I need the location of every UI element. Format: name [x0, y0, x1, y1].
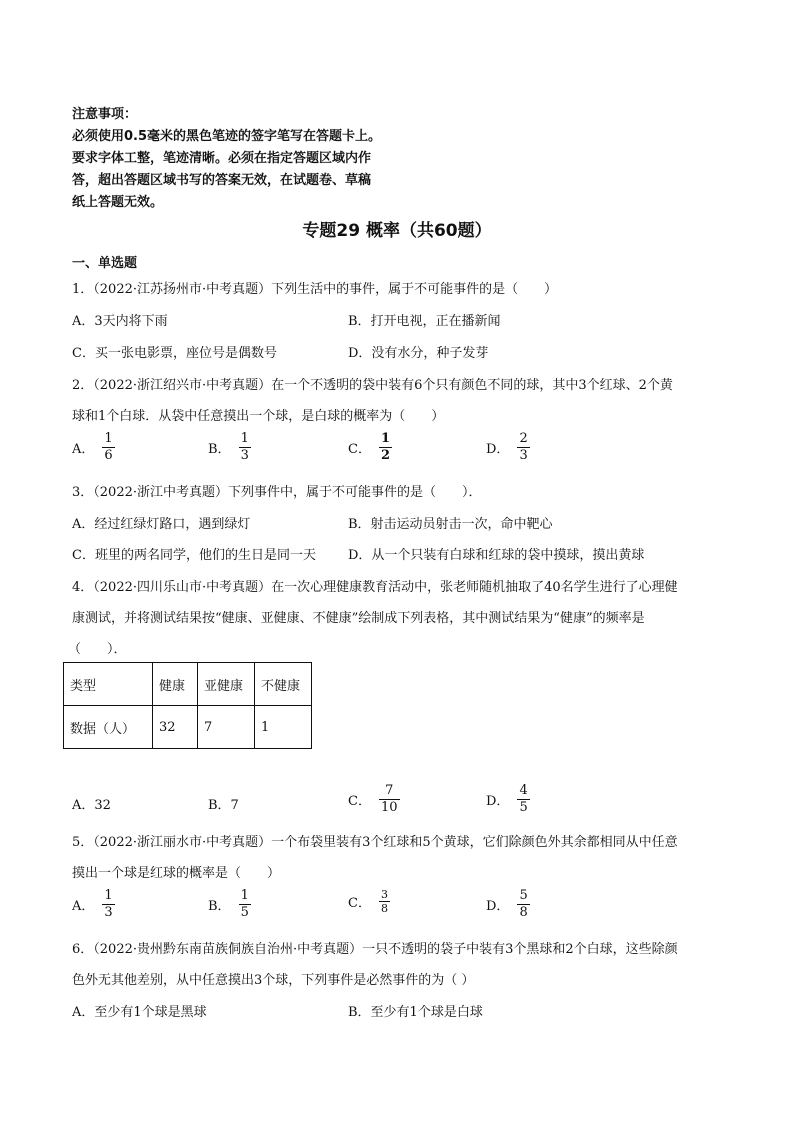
table-header-row	[64, 663, 312, 706]
q3-option-c: C．班里的两名同学，他们的生日是同一天	[72, 548, 316, 563]
q5-stem-line2: 摸出一个球是红球的概率是（ ）	[72, 866, 281, 881]
q2-stem-line1: 2．（2022·浙江绍兴市·中考真题）在一个不透明的袋中装有6个只有颜色不同的球，其中3个红球、2个黄	[72, 378, 673, 393]
q4-option-b: B．7	[208, 798, 239, 813]
fraction: $\frac{4}{5}$	[519, 783, 528, 815]
q4-data-table	[63, 662, 312, 749]
notice-line: 答，超出答题区域书写的答案无效，在试题卷、草稿	[72, 173, 372, 188]
q4-option-c	[348, 783, 400, 816]
table-cell: 32	[153, 706, 198, 749]
table-row	[64, 706, 312, 749]
fraction: $\frac{2}{3}$	[519, 431, 528, 463]
q4-stem-line1: 4．（2022·四川乐山市·中考真题）在一次心理健康教育活动中，张老师随机抽取了40名学生进行了心理健	[72, 580, 678, 595]
option-label: D．	[486, 899, 510, 914]
fraction: $\frac{1}{3}$	[104, 888, 113, 920]
table-cell: 不健康	[255, 663, 312, 706]
fraction: $\frac{1}{3}$	[240, 431, 249, 463]
q3-stem: 3．（2022·浙江中考真题）下列事件中，属于不可能事件的是（ ）．	[72, 485, 482, 500]
table-cell: 亚健康	[198, 663, 255, 706]
q2-option-d	[486, 431, 530, 464]
q5-stem-line1: 5．（2022·浙江丽水市·中考真题）一个布袋里装有3个红球和5个黄球，它们除颜色外其余都相同从中任意	[72, 835, 678, 850]
fraction: $\frac{5}{8}$	[519, 888, 528, 920]
q4-option-d	[486, 783, 530, 816]
option-label: A．	[72, 899, 95, 914]
table-cell: 数据（人）	[64, 706, 153, 749]
option-label: A．	[72, 442, 95, 457]
q4-option-a: A．32	[72, 798, 111, 813]
q4-stem-line2: 康测试，并将测试结果按“健康、亚健康、不健康”绘制成下列表格，其中测试结果为“健康”的频率是	[72, 611, 645, 626]
notice-heading: 注意事项：	[72, 107, 138, 122]
q4-stem-line3: （ ）．	[68, 642, 127, 657]
option-label: C．	[348, 794, 371, 809]
q2-stem-line2: 球和1个白球．从袋中任意摸出一个球，是白球的概率为（ ）	[72, 409, 445, 424]
fraction: $\frac{7}{10}$	[380, 783, 398, 815]
table-cell: 健康	[153, 663, 198, 706]
fraction: $\frac{1}{2}$	[380, 431, 390, 463]
q3-option-b: B．射击运动员射击一次，命中靶心	[348, 517, 553, 532]
q3-option-d: D．从一个只装有白球和红球的袋中摸球，摸出黄球	[348, 548, 645, 563]
notice-line: 要求字体工整，笔迹清晰。必须在指定答题区域内作	[72, 151, 372, 166]
q1-option-c: C．买一张电影票，座位号是偶数号	[72, 346, 277, 361]
q6-stem-line1: 6．（2022·贵州黔东南苗族侗族自治州·中考真题）一只不透明的袋子中装有3个黑球和2个白球，这些除颜	[72, 942, 678, 957]
q1-option-d: D．没有水分，种子发芽	[348, 346, 489, 361]
fraction: $\frac{3}{8}$	[380, 888, 388, 915]
section-heading: 一、单选题	[72, 256, 138, 271]
q2-option-a	[72, 431, 115, 464]
option-label: B．	[208, 442, 231, 457]
q5-option-d	[486, 888, 530, 921]
q2-option-c	[348, 431, 392, 464]
notice-line: 必须使用0.5毫米的黑色笔迹的签字笔写在答题卡上。	[72, 129, 382, 144]
notice-block	[72, 104, 412, 214]
q5-option-c	[348, 888, 390, 915]
page-title: 专题29 概率（共60题）	[302, 221, 492, 241]
notice-line: 纸上答题无效。	[72, 195, 164, 210]
q6-option-b: B．至少有1个球是白球	[348, 1005, 483, 1020]
table-cell: 1	[255, 706, 312, 749]
option-label: C．	[348, 896, 371, 911]
option-label: D．	[486, 442, 510, 457]
q1-option-b: B．打开电视，正在播新闻	[348, 314, 501, 329]
option-label: C．	[348, 442, 371, 457]
q2-option-b	[208, 431, 251, 464]
fraction: $\frac{1}{6}$	[104, 431, 113, 463]
q5-option-b	[208, 888, 251, 921]
table-cell: 7	[198, 706, 255, 749]
table-cell: 类型	[64, 663, 153, 706]
fraction: $\frac{1}{5}$	[240, 888, 249, 920]
q6-option-a: A．至少有1个球是黑球	[72, 1005, 207, 1020]
q6-stem-line2: 色外无其他差别，从中任意摸出3个球，下列事件是必然事件的为（ ）	[72, 973, 475, 988]
q1-option-a: A．3天内将下雨	[72, 314, 168, 329]
q5-option-a	[72, 888, 115, 921]
option-label: D．	[486, 794, 510, 809]
q3-option-a: A．经过红绿灯路口，遇到绿灯	[72, 517, 251, 532]
q1-stem: 1．（2022·江苏扬州市·中考真题）下列生活中的事件，属于不可能事件的是（ ）	[72, 282, 558, 297]
option-label: B．	[208, 899, 231, 914]
